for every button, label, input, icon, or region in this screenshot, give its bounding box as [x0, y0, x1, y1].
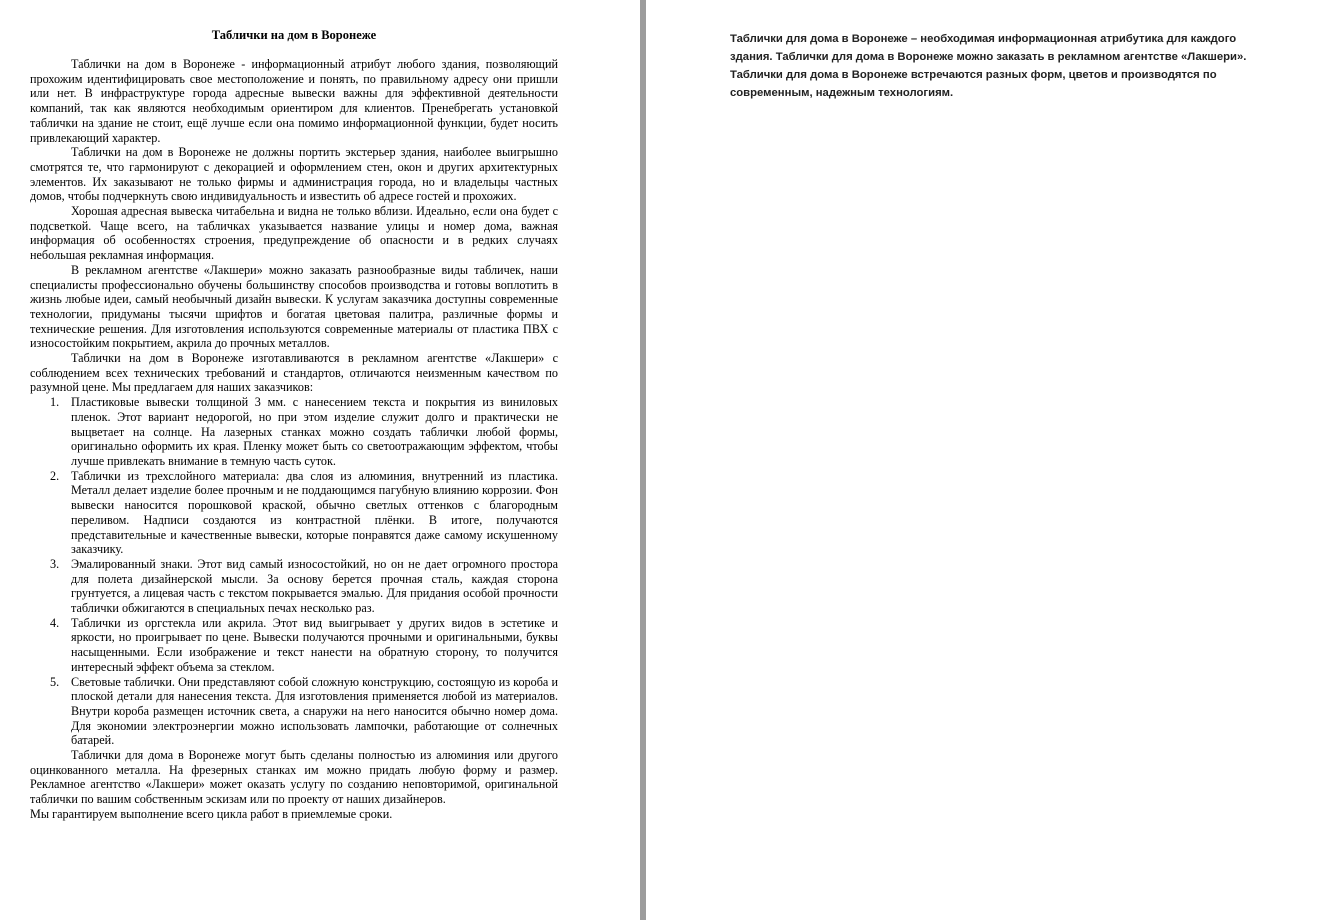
paragraph: Хорошая адресная вывеска читабельна и видна не только вблизи. Идеально, если она будет с подсветкой. Чаще всего, на табличках указывается название улицы и номер дома, важная информация об особенностях строения, предупреждение об опасности и в редких случаях небольшая рекламная информация. — [30, 204, 558, 263]
list-item-text: Таблички из трехслойного материала: два слоя из алюминия, внутренний из пластика. Металл делает изделие более прочным и не поддающимся пагубную влиянию коррозии. Фон вывески наносится порошковой краской, обычно светлых оттенков с благородным переливом. Надписи создаются из контрастной плёнки. В итоге, получаются представительные и качественные вывески, которые понравятся даже самому искушенному заказчику. — [71, 468, 558, 557]
paragraph: Таблички на дом в Воронеже не должны портить экстерьер здания, наиболее выигрышно смотрятся те, что гармонируют с декорацией и оформлением стен, окон и других архитектурных элементов. Их заказывают не только фирмы и администрация города, но и владельцы частных домов, чтобы подчеркнуть свою индивидуальность и известить об адресе гостей и прохожих. — [30, 145, 558, 204]
list-item-text: Эмалированный знаки. Этот вид самый износостойкий, но он не дает огромного простора для полета дизайнерской мысли. За основу берется прочная сталь, каждая сторона грунтуется, а лицевая часть с текстом покрывается эмалью. Для придания особой прочности таблички обжигаются в специальных печах несколько раз. — [71, 556, 558, 616]
list-item-text: Световые таблички. Они представляют собой сложную конструкцию, состоящую из короба и плоской детали для нанесения текста. Для изготовления применяется любой из материалов. Внутри короба размещен источник света, а снаружи на него наносится обычно номер дома. Для экономии электроэнергии можно использовать лампочки, работающие от солнечных батарей. — [71, 674, 558, 748]
summary-text: Таблички для дома в Воронеже – необходимая информационная атрибутика для каждого здания. Таблички для дома в Воронеже можно заказать в рекламном агентстве «Лакшери». Таблички для дома в Воронеже встречаются разных форм, цветов и производятся по современным, надежным технологиям. — [730, 33, 1247, 99]
document-title: Таблички на дом в Воронеже — [211, 28, 377, 42]
list-item-text: Таблички из оргстекла или акрила. Этот вид выигрывает у других видов в эстетике и яркости, но проигрывает по цене. Вывески получаются прочными и оригинальными, буквы насыщенными. Если изображение и текст нанести на обратную сторону, то получится интересный эффект объема за стеклом. — [71, 615, 558, 674]
list-number: 1. — [50, 395, 60, 410]
document-page-left — [0, 0, 640, 920]
list-item — [30, 395, 558, 469]
list-number: 4. — [50, 615, 60, 630]
numbered-list — [30, 395, 558, 748]
list-number: 5. — [50, 674, 60, 689]
list-item — [30, 675, 558, 749]
paragraph: Таблички на дом в Воронеже изготавливаются в рекламном агентстве «Лакшери» с соблюдением всех технических требований и стандартов, отличаются неизменным качеством по разумной цене. Мы предлагаем для наших заказчиков: — [30, 351, 558, 395]
document-body — [30, 28, 558, 822]
list-item — [30, 557, 558, 616]
list-number: 3. — [50, 556, 60, 571]
list-number: 2. — [50, 468, 60, 483]
paragraph: Таблички для дома в Воронеже могут быть сделаны полностью из алюминия или другого оцинкованного металла. На фрезерных станках им можно придать любую форму и размер. Рекламное агентство «Лакшери» может оказать услугу по созданию неповторимой, оригинальной таблички по вашим собственным эскизам или по проекту от наших дизайнеров. — [30, 748, 558, 807]
document-page-right — [646, 0, 1333, 920]
closing-line: Мы гарантируем выполнение всего цикла работ в приемлемые сроки. — [30, 806, 393, 821]
list-item — [30, 469, 558, 557]
list-item-text: Пластиковые вывески толщиной 3 мм. с нанесением текста и покрытия из виниловых пленок. Этот вариант недорогой, но при этом изделие служит долго и практически не выцветает на солнце. На лазерных станках можно создать таблички любой формы, оригинально оформить их края. Пленку может быть со светоотражающим эффектом, чтобы лучше привлекать внимание в темную часть суток. — [71, 395, 558, 468]
list-item — [30, 616, 558, 675]
paragraph: Таблички на дом в Воронеже - информационный атрибут любого здания, позволяющий прохожим идентифицировать свое местоположение и понять, по правильному адресу они пришли или нет. В инфраструктуре города адресные вывески важны для эффективной деятельности компаний, так как являются необходимым ориентиром для клиентов. Пренебрегать установкой таблички на здание не стоит, ещё лучше если она помимо информационной функции, будет носить привлекающий характер. — [30, 57, 558, 145]
paragraph: В рекламном агентстве «Лакшери» можно заказать разнообразные виды табличек, наши специалисты профессионально обучены большинству способов производства и готовы воплотить в жизнь любые идеи, самый необычный дизайн вывески. К услугам заказчика доступны современные технологии, придуманы тысячи шрифтов и богатая цветовая палитра, различные формы и технические решения. Для изготовления используются современные материалы от пластика ПВХ с износостойким покрытием, акрила до прочных металлов. — [30, 262, 558, 351]
